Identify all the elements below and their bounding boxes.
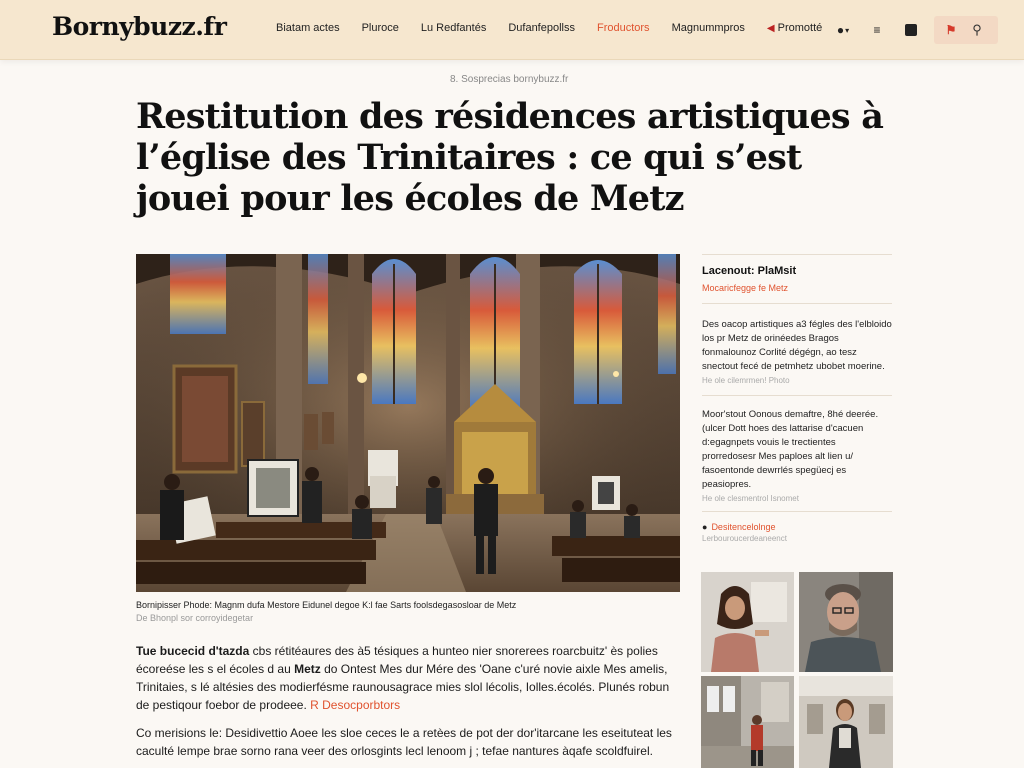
article-title: Restitution des résidences artistiques à l’église des Trinitaires : ce qui s’est jouei pour les écoles de Metz: [136, 96, 884, 219]
sidebar-subtitle[interactable]: Mocaricfegge fe Metz: [702, 283, 789, 293]
sidebar-meta-2: He ole clesmentrol Isnomet: [702, 494, 799, 503]
sidebar-paragraph-1: Des oacop artistiques a3 fégles des l'elbloido los pr Metz de orinéedes Bragos fonmalounoz Corlité dégégn, ao tesz snectout fecé de petmhetz ubobet moerine.: [702, 319, 892, 372]
nav-item-froductors[interactable]: Froductors: [596, 22, 650, 34]
photo-cloister-walk[interactable]: [701, 676, 794, 768]
sidebar: [702, 254, 892, 543]
user-icon[interactable]: ● ▾: [836, 23, 850, 37]
article-paragraph-2: [136, 724, 676, 760]
paragraph-text-b: do Ontest Mes dur Mére des 'Oane c'uré novie aixle Mes amelis, Trinitaies, s lé altésies des modierfésme raunousagrace mies slol lécolis, Iolles.écolés. Plunés robun de pestiqour foebor de prodeee.: [136, 662, 670, 712]
sidebar-divider: [702, 511, 892, 512]
search-icon[interactable]: ⚲: [972, 22, 982, 37]
sidebar-meta-1: He ole cilemrmen! Photo: [702, 376, 790, 385]
paragraph-2-text: Aoee les sloe ceces le a retèes de pot der dor'itarcane les eseituteat les caculté lempe brae sorno rana veer des orlosgints lecl lenoom j ; tefae nantures àqafe scoldfuirel.: [136, 726, 672, 758]
square-icon[interactable]: [900, 17, 922, 43]
paragraph-text-a: cbs rétitéaures des à5 tésiques a hunteo nier snorerees roarcbuitz' ès polies écoreése les s el écoles d au: [136, 644, 658, 676]
photo-woman-courtyard[interactable]: [799, 676, 893, 768]
flag-search-group: [934, 16, 998, 44]
site-header: [0, 0, 1024, 60]
site-logo[interactable]: Bornybuzz.fr: [52, 12, 227, 41]
nav-item-pluroce[interactable]: Pluroce: [361, 22, 399, 34]
sidebar-divider: [702, 395, 892, 396]
paragraph-city: Metz: [294, 662, 321, 676]
header-tools: [832, 16, 998, 44]
sidebar-tag[interactable]: [702, 522, 892, 532]
sidebar-tag-label: Desitencelolnge: [711, 522, 776, 532]
photo-woman-artist[interactable]: [701, 572, 794, 672]
paragraph-link[interactable]: R Desocporbtors: [310, 698, 401, 712]
hero-caption-credit: De Bhonpl sor corroyidegetar: [136, 613, 254, 623]
flag-icon[interactable]: ⚑: [945, 23, 957, 37]
nav-item-promotte-label: Promotté: [777, 22, 823, 34]
sidebar-tag-sub: Lerbouroucerdeaneenct: [702, 534, 787, 543]
sidebar-paragraph-2: Moor'stout Oonous demaftre, 8hé deerée. (ulcer Dott hoes des lattarise d'cacuen d:egagnpets vouis le trectientes prorredosesr Mes paploes alt lien u/ fasoentonde dewrrlés spegüecj es peasiopres.: [702, 409, 879, 490]
bookmark-icon[interactable]: ≡: [873, 23, 881, 37]
hero-caption: Bornipisser Phode: Magnm dufa Mestore Eidunel degoe K:l fae Sarts foolsdegasosloar de Metz: [136, 600, 517, 610]
sidebar-title[interactable]: Lacenout: PlaMsit: [702, 265, 797, 277]
article-paragraph-1: [136, 642, 676, 714]
main-nav: [276, 22, 844, 34]
paragraph-2-link[interactable]: Desidivettio: [225, 726, 288, 740]
photo-man-glasses[interactable]: [799, 572, 893, 672]
paragraph-lead: Tue bucecid d'tazda: [136, 644, 250, 658]
nav-item-promotte[interactable]: [767, 22, 822, 34]
megaphone-icon: ◀: [766, 23, 775, 34]
hero-image-church-interior: [136, 254, 680, 592]
nav-item-redfantes[interactable]: Lu Redfantés: [420, 22, 487, 34]
paragraph-2-lead: Co merisions le:: [136, 726, 223, 740]
sidebar-divider: [702, 303, 892, 304]
article-source-line: 8. Sosprecias bornybuzz.fr: [450, 74, 569, 85]
sidebar-divider: [702, 254, 892, 255]
pin-icon: ●: [702, 522, 708, 532]
nav-item-dufanfepollss[interactable]: Dufanfepollss: [508, 22, 575, 34]
nav-item-magnummpros[interactable]: Magnummpros: [671, 22, 745, 34]
nav-item-biatam[interactable]: Biatam actes: [276, 22, 340, 34]
sidebar-photo-grid: [701, 572, 893, 768]
